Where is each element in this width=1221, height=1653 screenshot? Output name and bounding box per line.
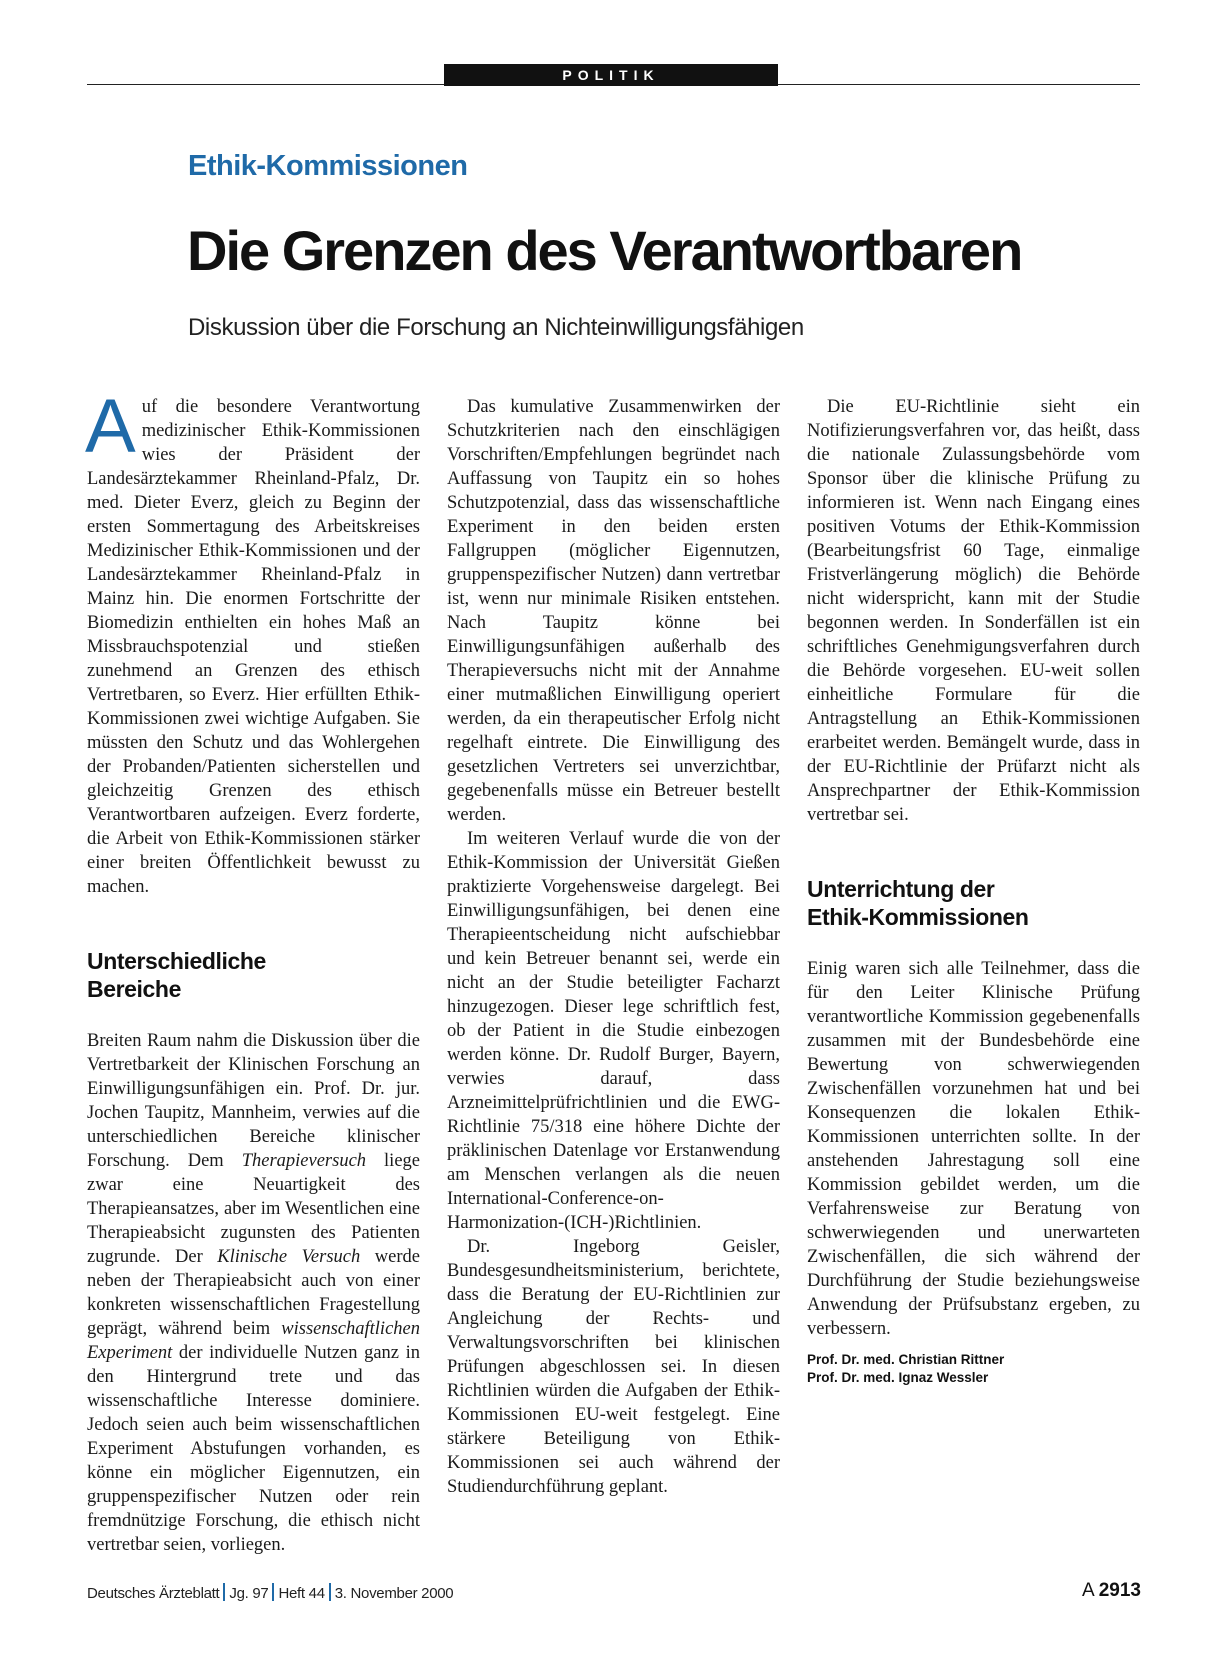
article-title: Die Grenzen des Verantwortbaren — [187, 219, 1022, 282]
author-name: Prof. Dr. med. Christian Rittner — [807, 1352, 1005, 1367]
article-subtitle: Diskussion über die Forschung an Nichteinwilligungsfähigen — [188, 314, 804, 341]
subheading-line-2: Ethik-Kommissionen — [807, 904, 1029, 930]
body-paragraph: Im weiteren Verlauf wurde die von der Ethik-Kommission der Universität Gießen praktizierte Vorgehensweise dargelegt. Bei Einwilligungsunfähigen, bei denen eine Therapieentscheidung nicht aufschiebbar und kein Betreuer benannt sei, werde ein nicht an der Studie beteiligter Facharzt hinzugezogen. Dieser lege schriftlich fest, ob der Patient in die Studie einbezogen werden könne. Dr. Rudolf Burger, Bayern, verwies darauf, dass Arzneimittelprüfrichtlinien und die EWG-Richtlinie 75/318 eine höhere Dichte der präklinischen Datenlage vor Erstanwendung am Menschen verlangen als die neuen International-Conference-on-Harmonization-(ICH-)Richtlinien. — [447, 829, 780, 1233]
journal-volume: Jg. 97 — [229, 1585, 269, 1602]
footer-separator — [329, 1583, 331, 1601]
article-kicker: Ethik-Kommissionen — [188, 150, 468, 182]
text-run: liege zwar eine Neuartigkeit des Therapieansatzes, aber im Wesentlichen eine Therapieabsicht zugunsten des Patienten zugrunde. Der — [87, 1151, 420, 1267]
journal-name: Deutsches Ärzteblatt — [87, 1585, 220, 1602]
emphasis-term: wissenschaftlichen Experiment — [87, 1319, 420, 1363]
page-footer — [87, 1583, 453, 1602]
column-3 — [807, 395, 1140, 1387]
page-number-value: 2913 — [1098, 1580, 1141, 1601]
text-run: der individuelle Nutzen ganz in den Hintergrund trete und das wissenschaftliche Interesse dominiere. Jedoch seien auch beim wissenschaftlichen Experiment Abstufungen vorhanden, es könne ein möglicher Eigennutzen, ein gruppenspezifischer Nutzen oder rein fremdnützige Forschung, die ethisch nicht vertretbar seien, vorliegen. — [87, 1343, 420, 1555]
drop-cap: A — [85, 384, 136, 469]
subheading-line-2: Bereiche — [87, 976, 181, 1002]
subheading-line-1: Unterschiedliche — [87, 948, 266, 974]
column-1 — [85, 384, 420, 1557]
subheading-line-1: Unterrichtung der — [807, 876, 995, 902]
body-paragraph: Dr. Ingeborg Geisler, Bundesgesundheitsministerium, berichtete, dass die Beratung der EU-Richtlinien zur Angleichung der Rechts- und Verwaltungsvorschriften bei klinischen Prüfungen abgeschlossen sei. In diesen Richtlinien würden die Aufgaben der Ethik-Kommissionen EU-weit festgelegt. Eine stärkere Beteiligung von Ethik-Kommissionen sei auch während der Studiendurchführung geplant. — [447, 1237, 780, 1497]
column-2 — [447, 395, 780, 1499]
text-run: Breiten Raum nahm die Diskussion über die Vertretbarkeit der Klinischen Forschung an Einwilligungsunfähigen ein. Prof. Dr. jur. Jochen Taupitz, Mannheim, verwies auf die unterschiedlichen Bereiche klinischer Forschung. Dem — [87, 1031, 420, 1171]
section-label: POLITIK — [444, 64, 778, 86]
page-number — [1082, 1580, 1141, 1602]
body-paragraph: Das kumulative Zusammenwirken der Schutzkriterien nach den einschlägigen Vorschriften/Empfehlungen begründet nach Auffassung von Taupitz ein so hohes Schutzpotenzial, dass das wissenschaftliche Experiment in den beiden ersten Fallgruppen (möglicher Eigennutzen, gruppenspezifischer Nutzen) dann vertretbar ist, wenn nur minimale Risiken entstehen. Nach Taupitz könne bei Einwilligungsunfähigen außerhalb des Therapieversuchs nicht mit der Annahme einer mutmaßlichen Einwilligung operiert werden, da ein therapeutischer Erfolg nicht regelhaft eintrete. Die Einwilligung des gesetzlichen Vertreters sei unverzichtbar, gegebenenfalls müsse ein Betreuer bestellt werden. — [447, 397, 780, 825]
author-name: Prof. Dr. med. Ignaz Wessler — [807, 1370, 989, 1385]
subheading-bereiche — [87, 947, 420, 1003]
emphasis-term: Therapieversuch — [241, 1151, 367, 1171]
intro-paragraph — [85, 384, 420, 899]
footer-separator — [223, 1583, 225, 1601]
emphasis-term: Klinische Versuch — [217, 1247, 361, 1267]
body-paragraph — [87, 1029, 420, 1557]
body-paragraph: Die EU-Richtlinie sieht ein Notifizierungsverfahren vor, das heißt, dass die nationale Zulassungsbehörde vom Sponsor über die klinische Prüfung zu informieren ist. Wenn nach Eingang eines positiven Votums der Ethik-Kommission (Bearbeitungsfrist 60 Tage, einmalige Fristverlängerung möglich) die Behörde nicht widerspricht, kann mit der Studie begonnen werden. In Sonderfällen ist ein schriftliches Genehmigungsverfahren durch die Behörde vorgesehen. EU-weit sollen einheitliche Formulare für die Antragstellung an Ethik-Kommissionen erarbeitet werden. Bemängelt wurde, dass in der EU-Richtlinie der Prüfarzt nicht als Ansprechpartner der Ethik-Kommission vertretbar sei. — [807, 397, 1140, 825]
author-list — [807, 1351, 1140, 1387]
body-paragraph: Einig waren sich alle Teilnehmer, dass die für den Leiter Klinische Prüfung verantwortliche Kommission gegebenenfalls zusammen mit der Bundesbehörde eine Bewertung von schwerwiegenden Zwischenfällen vorzunehmen hat und bei Konsequenzen die lokalen Ethik-Kommissionen unterrichten sollte. In der anstehenden Jahrestagung soll eine Kommission gebildet werden, um die Verfahrensweise zur Beratung von schwerwiegenden und unerwarteten Zwischenfällen, die sich während der Durchführung der Studie beziehungsweise Anwendung der Prüfsubstanz ergeben, zu verbessern. — [807, 959, 1140, 1339]
subheading-unterrichtung — [807, 875, 1140, 931]
page-prefix: A — [1082, 1580, 1095, 1601]
journal-issue: Heft 44 — [278, 1585, 325, 1602]
text-run: werde neben der Therapieabsicht auch von einer konkreten wissenschaftlichen Fragestellung geprägt, während beim — [87, 1247, 420, 1339]
issue-date: 3. November 2000 — [334, 1585, 454, 1602]
footer-separator — [272, 1583, 274, 1601]
intro-text: uf die besondere Verantwortung medizinischer Ethik-Kommissionen wies der Präsident der Landesärztekammer Rheinland-Pfalz, Dr. med. Dieter Everz, gleich zu Beginn der ersten Sommertagung des Arbeitskreises Medizinischer Ethik-Kommissionen und der Landesärztekammer Rheinland-Pfalz in Mainz hin. Die enormen Fortschritte der Biomedizin enthielten ein hohes Maß an Missbrauchspotenzial und stießen zunehmend an Grenzen des ethisch Vertretbaren, so Everz. Hier erfüllten Ethik-Kommissionen zwei wichtige Aufgaben. Sie müssten den Schutz und das Wohlergehen der Probanden/Patienten sicherstellen und gleichzeitig Grenzen des ethisch Verantwortbaren aufzeigen. Everz forderte, die Arbeit von Ethik-Kommissionen stärker einer breiten Öffentlichkeit bewusst zu machen. — [87, 397, 420, 897]
